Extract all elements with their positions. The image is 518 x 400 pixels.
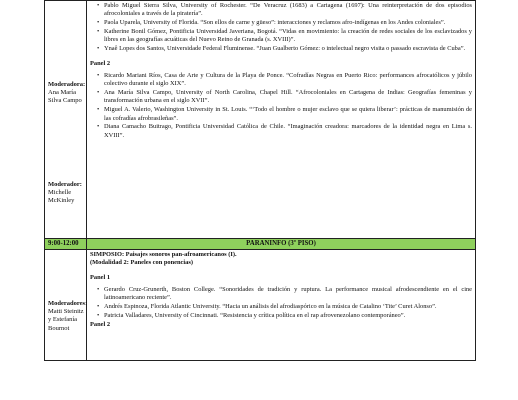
session-room: PARANINFO (3º PISO)	[87, 239, 476, 250]
list-item: • Katherine Bonil Gómez, Pontificia Universidad Javeriana, Bogotá. “Vidas en movimiento: la creación de redes sociales de los esclavizados y libres en las geografías acuáticas del Nuevo Reino de Granada (s. XVIII)”.	[104, 28, 472, 45]
moderator-1: Moderadora: Ana María Silva Campo	[48, 81, 86, 105]
list-item: • Diana Camacho Buitrago, Pontificia Universidad Católica de Chile. “Imaginación creadora: marcadores de la identidad negra en Lima s. XVIII”.	[104, 123, 472, 140]
session-block-row	[45, 250, 476, 361]
session-header-row	[45, 239, 476, 250]
program-table	[44, 0, 476, 361]
list-item: • Patricia Valladares, University of Cincinnati. “Resistencia y crítica política en el rap afrovenezolano contemporáneo”.	[104, 312, 472, 320]
list-item: • Gerardo Cruz-Grunerth, Boston College. “Sonoridades de tradición y ruptura. La performance musical afrodescendiente en el cine latinoamericano reciente”.	[104, 286, 472, 303]
session-time: 9:00-12:00	[45, 239, 87, 250]
list-item: • Ynaê Lopes dos Santos, Universidade Federal Fluminense. “Juan Gualberto Gómez: o intelectual negro visita o passado escravista de Cuba”.	[104, 45, 472, 53]
panel-1-list	[90, 286, 472, 320]
moderators: Moderadores: Matti Steinitz y Estefanía Bournot	[48, 300, 88, 332]
list-item: • Pablo Miguel Sierra Silva, University of Rochester. “De Veracruz (1683) a Cartagena (1697): Una reinterpretación de dos episodios afrocoloniales a través de la piratería”.	[104, 2, 472, 19]
symposium-title: SIMPOSIO: Paisajes sonoros pan-afroamericanos (I).	[90, 251, 237, 258]
moderators-cell	[45, 1, 87, 239]
list-item: • Miguel A. Valerio, Washington University in St. Louis. “‘Todo el hombre o mujer esclavo que se quiera liberar’: prácticas de manumisión de las cofradías afrobrasileñas”.	[104, 106, 472, 123]
moderators-cell	[45, 250, 87, 361]
list-item: • Paola Uparela, University of Florida. “Son ellos de carne y güeso”: interacciones y reclamos afro-indígenas en los Andes coloniales”.	[104, 19, 472, 27]
papers-cell	[87, 1, 476, 239]
panel-2-list	[90, 72, 472, 140]
list-item: • Andrés Espinoza, Florida Atlantic University. “Hacia un análisis del afrodiaspórico en la música de Catalino ‘Tite’ Curet Alonso”.	[104, 303, 472, 311]
panel-heading: Panel 2	[90, 59, 111, 67]
list-item: • Ricardo Mariani Ríos, Casa de Arte y Cultura de la Playa de Ponce. “Cofradías Negras en Puerto Rico: performances afrocatólicos y júbilo colectivo durante el siglo XIX”.	[104, 72, 472, 89]
symposium-modality: (Modalidad 2: Paneles con ponencias)	[90, 259, 193, 267]
panel-heading: Panel 2	[90, 321, 111, 329]
papers-cell	[87, 250, 476, 361]
moderator-2: Moderador: Michelle McKinley	[48, 181, 82, 205]
list-item: • Ana María Silva Campo, University of North Carolina, Chapel Hill. “Afrocoloniales en Cartagena de Indias: Geografías femeninas y transformación urbana en el siglo XVII”.	[104, 89, 472, 106]
panel-1-list	[90, 2, 472, 54]
panel-heading: Panel 1	[90, 273, 111, 281]
session-block-row	[45, 1, 476, 239]
